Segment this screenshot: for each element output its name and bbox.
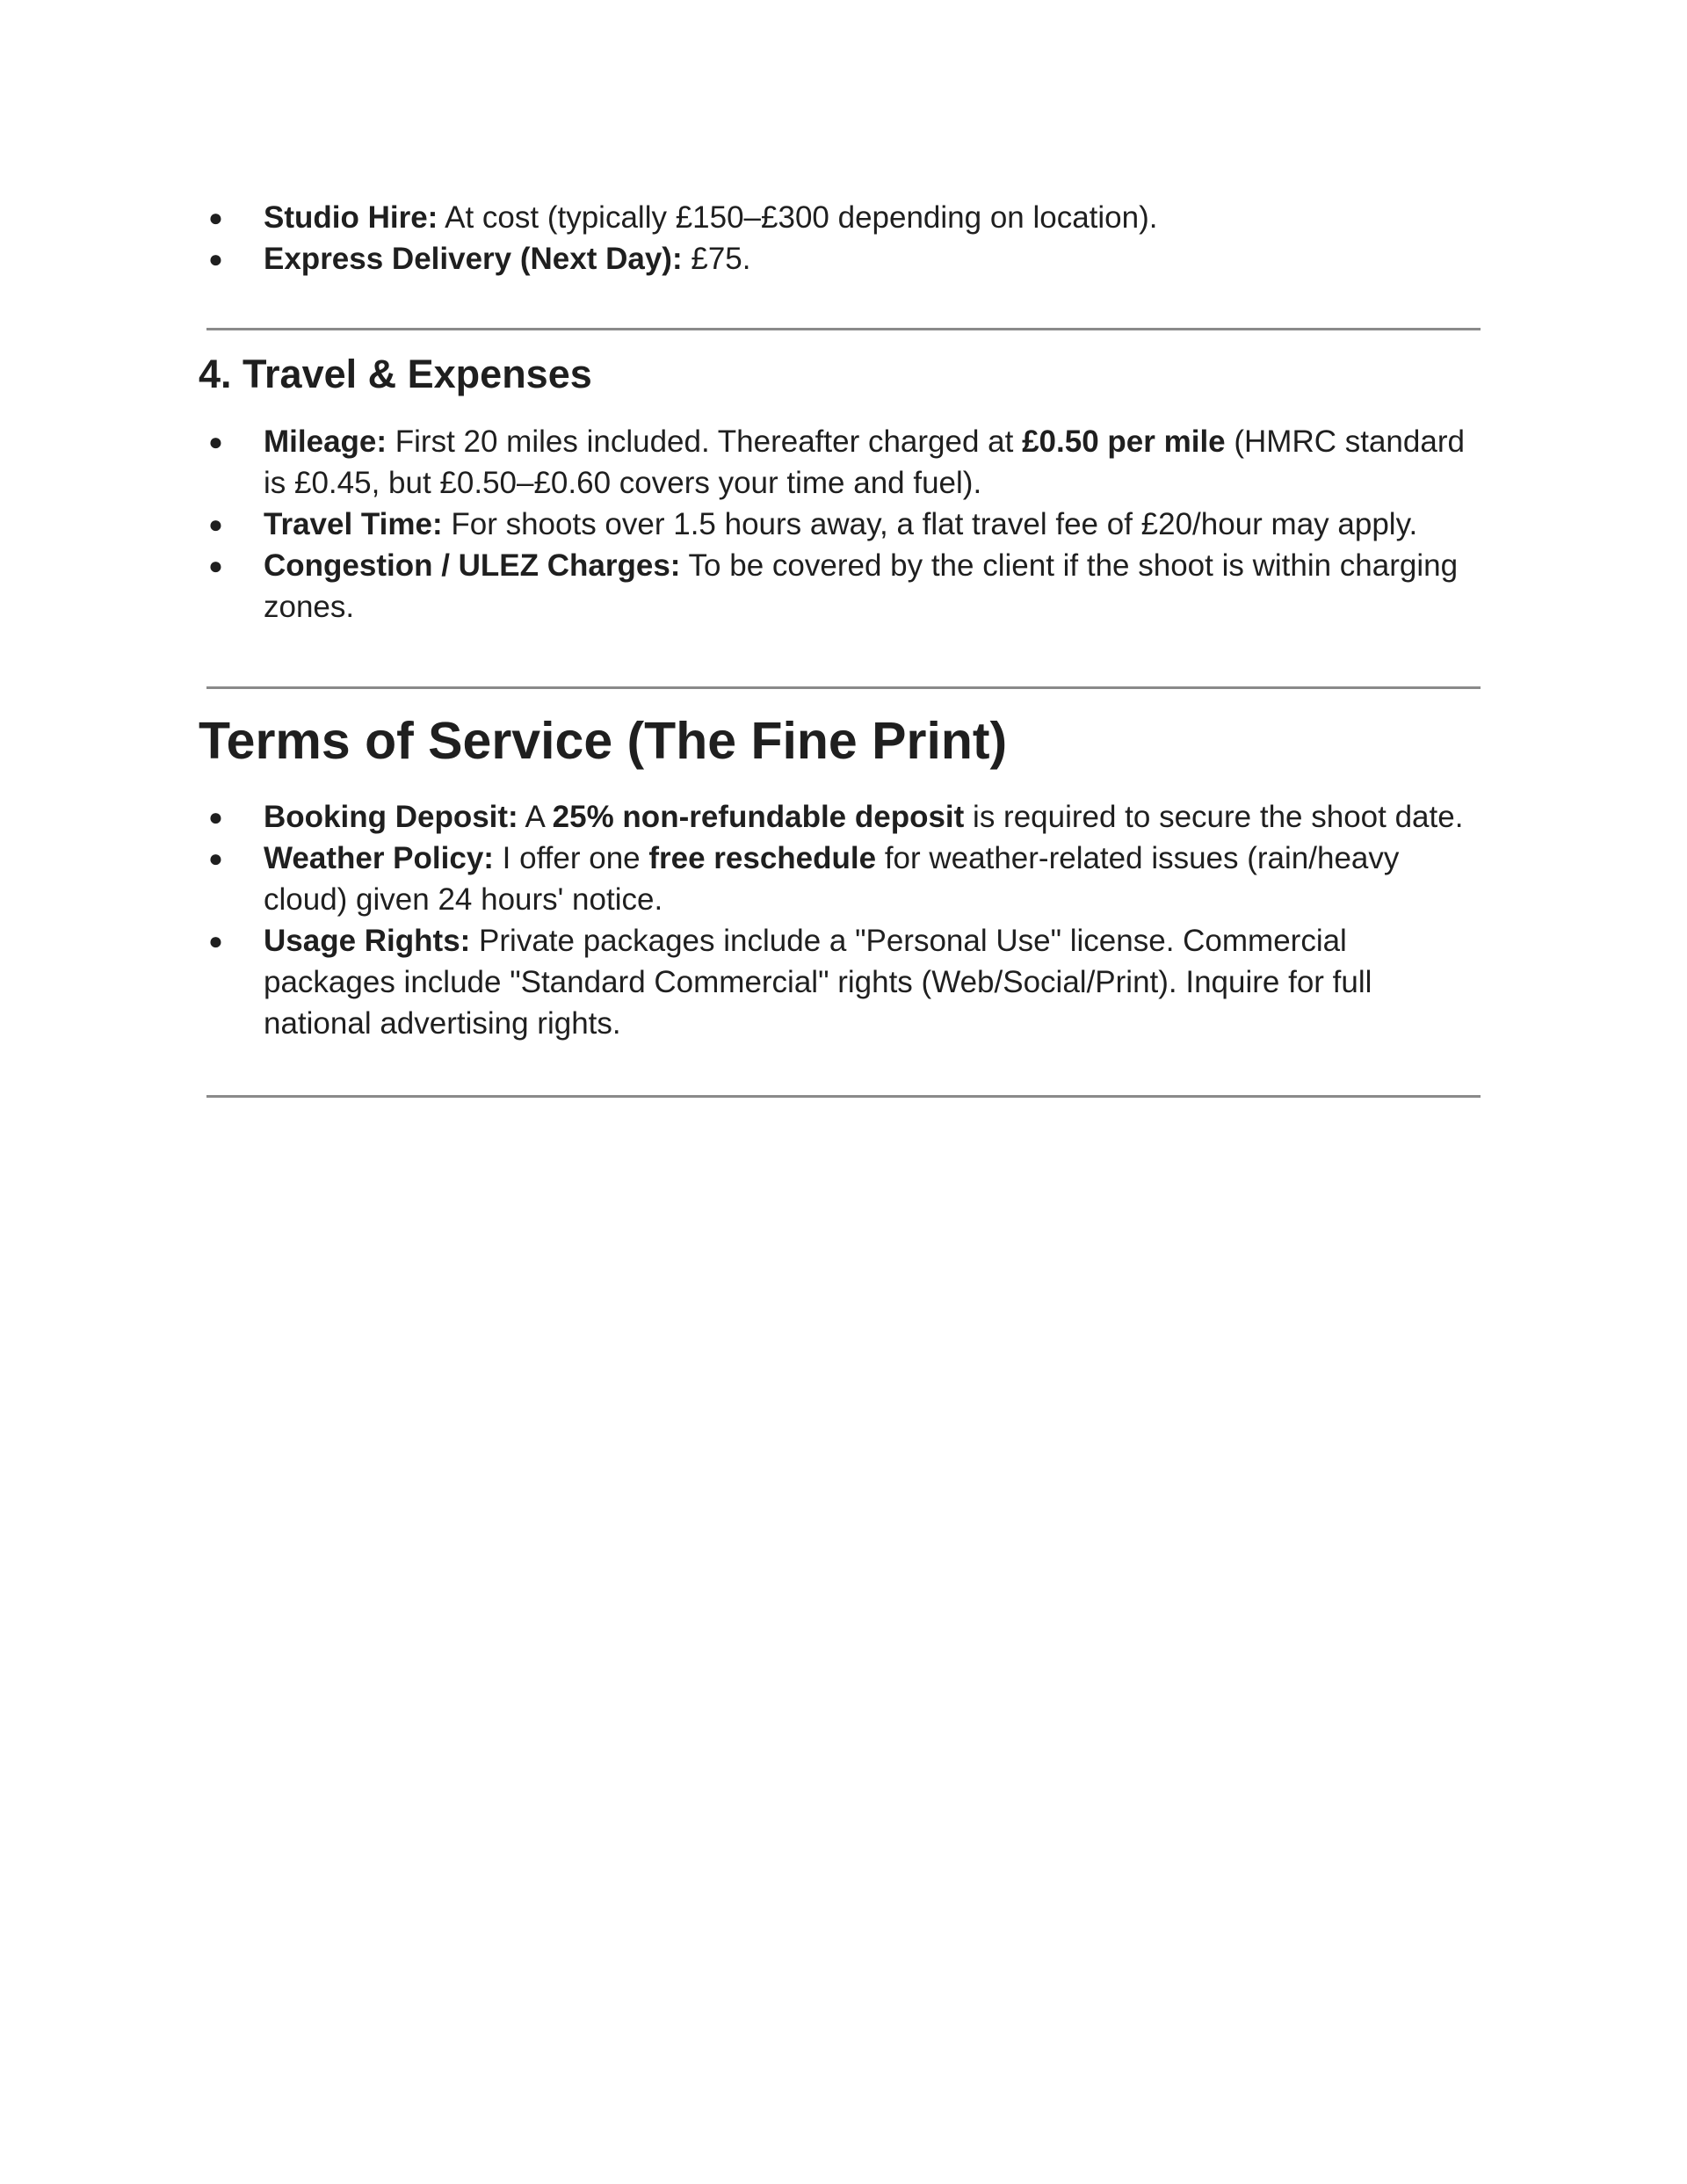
bullet-icon: ● (208, 803, 223, 831)
bullet-icon: ● (208, 204, 223, 231)
item-text: (HMRC standard is £0.45, but £0.50–£0.60 covers your time and fuel). (264, 424, 1465, 500)
item-emphasis: free reschedule (648, 841, 877, 875)
travel-list (199, 421, 1481, 628)
item-label: Travel Time: (264, 507, 443, 541)
item-text: for weather-related issues (rain/heavy cloud) given 24 hours' notice. (264, 841, 1400, 917)
list-item-usage-rights (199, 920, 1481, 1044)
item-label: Booking Deposit: (264, 800, 518, 834)
item-label: Weather Policy: (264, 841, 494, 875)
item-text: At cost (typically £150–£300 depending on location). (438, 200, 1158, 235)
list-item-booking-deposit (199, 796, 1481, 838)
item-text: For shoots over 1.5 hours away, a flat travel fee of £20/hour may apply. (442, 507, 1418, 541)
item-text: First 20 miles included. Thereafter charged at (387, 424, 1023, 459)
list-item-weather-policy (199, 838, 1481, 920)
item-label: Express Delivery (Next Day): (264, 242, 683, 276)
item-label: Usage Rights: (264, 924, 471, 958)
bullet-icon: ● (208, 845, 223, 872)
extras-list (199, 197, 1481, 279)
section-heading-terms: Terms of Service (The Fine Print) (199, 712, 1008, 770)
terms-list (199, 796, 1481, 1044)
item-label: Mileage: (264, 424, 387, 459)
item-text: Private packages include a "Personal Use" license. Commercial packages include "Standard Commercial" rights (Web/Social/Print). Inquire for full national advertising rights. (264, 924, 1372, 1041)
item-text: is required to secure the shoot date. (964, 800, 1464, 834)
bullet-icon: ● (208, 552, 223, 579)
bullet-icon: ● (208, 511, 223, 538)
section-divider (206, 328, 1481, 330)
item-label: Studio Hire: (264, 200, 438, 235)
item-text: To be covered by the client if the shoot is within charging zones. (264, 548, 1459, 624)
item-emphasis: £0.50 per mile (1022, 424, 1226, 459)
bullet-icon: ● (208, 428, 223, 455)
document-page (199, 0, 1488, 2184)
list-item-express-delivery (199, 238, 1481, 279)
list-item-mileage (199, 421, 1481, 504)
list-item-studio-hire (199, 197, 1481, 238)
list-item-travel-time (199, 504, 1481, 545)
item-text: A (518, 800, 553, 834)
item-emphasis: 25% non-refundable deposit (552, 800, 965, 834)
list-item-congestion (199, 545, 1481, 628)
item-label: Congestion / ULEZ Charges: (264, 548, 681, 583)
bullet-icon: ● (208, 927, 223, 954)
section-divider (206, 686, 1481, 689)
bullet-icon: ● (208, 245, 223, 272)
item-text: £75. (682, 242, 751, 276)
item-text: I offer one (493, 841, 649, 875)
section-heading-travel: 4. Travel & Expenses (199, 352, 592, 396)
section-divider (206, 1095, 1481, 1098)
